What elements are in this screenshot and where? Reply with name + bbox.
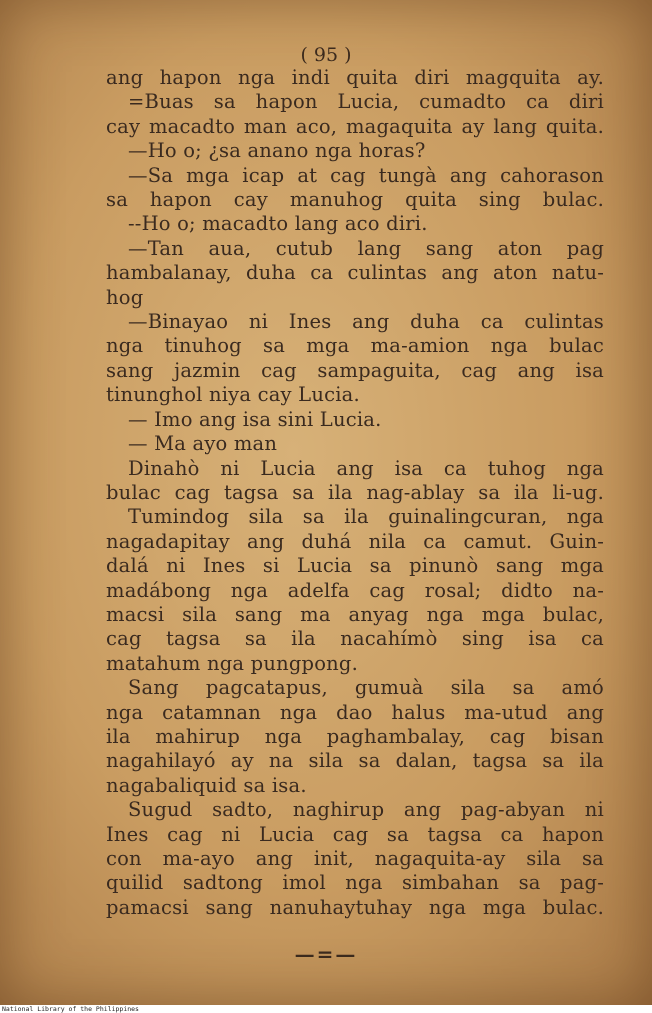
text-line: con ma-ayo ang init, nagaquita-ay sila sa — [106, 847, 604, 870]
text-line: —Sa mga icap at cag tungà ang cahorason — [128, 163, 604, 187]
text-line: cag tagsa sa ila nacahímò sing isa ca — [106, 627, 604, 651]
text-line: dalá ni Ines si Lucia sa pinunò sang mga — [106, 554, 604, 578]
text-line: sang jazmin cag sampaguita, cag ang isa — [106, 358, 604, 382]
body-text — [106, 66, 604, 920]
text-line: pamacsi sang nanuhaytuhay nga mga bulac. — [106, 895, 604, 919]
text-line: —Tan aua, cutub lang sang aton pag — [128, 236, 604, 260]
text-line: hambalanay, duha ca culintas ang aton natu- — [106, 261, 604, 285]
text-line: cay macadto man aco, magaquita ay lang quita. — [106, 114, 604, 138]
text-line: nagabaliquid sa isa. — [106, 773, 307, 797]
page-number: ( 95 ) — [300, 44, 352, 66]
text-line: hog — [106, 285, 144, 309]
text-line: --Ho o; macadto lang aco diri. — [128, 212, 428, 236]
text-line: —Binayao ni Ines ang duha ca culintas — [128, 310, 604, 334]
text-line: nga catamnan nga dao halus ma-utud ang — [106, 700, 604, 724]
text-line: nagadapitay ang duhá nila ca camut. Guin- — [106, 529, 604, 553]
text-line: macsi sila sang ma anyag nga mga bulac, — [106, 602, 604, 626]
text-line: matahum nga pungpong. — [106, 651, 358, 675]
end-mark: —=— — [294, 942, 358, 966]
text-line: bulac cag tagsa sa ila nag-ablay sa ila li-ug. — [106, 480, 604, 504]
text-line: madábong nga adelfa cag rosal; didto na- — [106, 578, 604, 602]
text-line: Dinahò ni Lucia ang isa ca tuhog nga — [128, 456, 604, 480]
text-line: Sugud sadto, naghirup ang pag-abyan ni — [128, 798, 604, 822]
text-line: quilid sadtong imol nga simbahan sa pag- — [106, 871, 604, 895]
text-line: Sang pagcatapus, gumuà sila sa amó — [128, 676, 604, 700]
text-line: Tumindog sila sa ila guinalingcuran, nga — [128, 505, 604, 529]
text-line: nga tinuhog sa mga ma-amion nga bulac — [106, 334, 604, 358]
text-line: sa hapon cay manuhog quita sing bulac. — [106, 188, 604, 212]
text-line: Ines cag ni Lucia cag sa tagsa ca hapon — [106, 822, 604, 846]
library-credit: National Library of the Philippines — [2, 1005, 139, 1013]
text-line: ila mahirup nga paghambalay, cag bisan — [106, 724, 604, 748]
text-line: — Ma ayo man — [128, 432, 278, 456]
text-line: tinunghol niya cay Lucia. — [106, 383, 360, 407]
text-line: —Ho o; ¿sa anano nga horas? — [128, 139, 426, 163]
text-line: nagahilayó ay na sila sa dalan, tagsa sa ila — [106, 749, 604, 773]
text-line: — Imo ang isa sini Lucia. — [128, 407, 382, 431]
text-line: ang hapon nga indi quita diri magquita ay. — [106, 66, 604, 89]
text-line: =Buas sa hapon Lucia, cumadto ca diri — [128, 90, 604, 114]
